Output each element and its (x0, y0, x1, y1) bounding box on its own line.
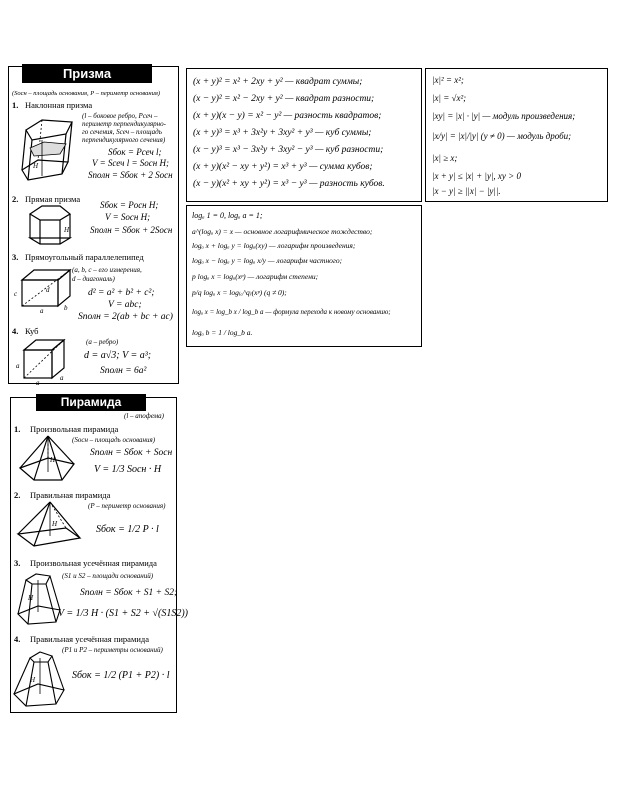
abs-line-2: |x| = √x²; (432, 93, 467, 103)
svg-text:H: H (64, 226, 70, 234)
prism-item-3-formula-1: d² = a² + b² + c²; (88, 288, 155, 298)
pyramid-item-3-number: 3. (14, 558, 21, 568)
svg-text:a: a (40, 307, 44, 315)
prism-item-2-formula-1: Sбок = Pосн H; (100, 200, 159, 210)
prism-item-1-name: Наклонная призма (25, 100, 93, 110)
logarithm-box (186, 205, 422, 347)
prism-item-1-desc-1: (l – боковое ребро, Pсеч – (82, 112, 158, 120)
log-line-1: logₐ 1 = 0, logₐ a = 1; (192, 211, 263, 220)
pyramid-item-3-formula-2: V = 1/3 H · (S1 + S2 + √(S1S2)) (58, 608, 188, 619)
prism-item-2-name: Прямая призма (25, 194, 81, 204)
log-line-3: logₐ x + logₐ y = logₐ(xy) — логарифм произведения; (192, 241, 356, 250)
pyramid-item-4-number: 4. (14, 634, 21, 644)
log-line-4: logₐ x − logₐ y = logₐ x/y — логарифм частного; (192, 256, 343, 265)
prism-note: (Sосн – площадь основания, P – периметр основания) (12, 90, 161, 97)
abs-line-6: |x + y| ≤ |x| + |y|, xy > 0 (432, 171, 521, 181)
pyramid-item-1-number: 1. (14, 424, 21, 434)
prism-item-1-desc-3: го сечения, Sсеч – площадь (82, 128, 162, 136)
svg-text:H: H (50, 456, 56, 464)
log-line-6: p/q logₐ x = log₍ₐ^q₎(xᵖ) (q ≠ 0); (192, 288, 287, 297)
cube-figure (16, 338, 70, 387)
svg-text:b: b (64, 304, 68, 312)
prism-item-2-formula-3: Sполн = Sбок + 2Sосн (90, 225, 173, 235)
svg-text:H: H (33, 162, 39, 170)
pyramid-note: (l – апофема) (124, 412, 164, 420)
frustum-figure (16, 570, 62, 626)
pyramid-title: Пирамида (36, 394, 146, 411)
log-line-5: p logₐ x = logₐ(xᵖ) — логарифм степени; (192, 272, 319, 281)
prism-item-3-number: 3. (12, 252, 19, 262)
algebra-line-1: (x + y)² = x² + 2xy + y² — квадрат суммы; (193, 77, 363, 87)
prism-item-1-formula-1: Sбок = Pсеч l; (108, 147, 162, 157)
pyramid-item-2-formula: Sбок = 1/2 P · l (96, 524, 159, 535)
pyramid-item-1-formula-2: V = 1/3 Sосн · H (94, 464, 162, 475)
regular-pyramid-figure (16, 500, 82, 550)
pyramid-item-3-desc: (S1 и S2 – площади оснований) (62, 572, 154, 580)
oblique-prism-figure (20, 112, 80, 187)
abs-line-1: |x|² = x²; (432, 75, 464, 85)
pyramid-item-2-number: 2. (14, 490, 21, 500)
pyramid-item-1-name: Произвольная пирамида (30, 424, 119, 434)
pyramid-item-4-formula: Sбок = 1/2 (P1 + P2) · l (72, 670, 170, 681)
prism-item-3-name: Прямоугольный параллелепипед (25, 252, 144, 262)
abs-line-5: |x| ≥ x; (432, 153, 458, 163)
algebra-identities-box (186, 68, 422, 202)
prism-item-3-desc-2: d – диагональ) (72, 275, 115, 283)
prism-item-4-number: 4. (12, 326, 19, 336)
absolute-value-box (425, 68, 608, 202)
prism-item-3-formula-2: V = abc; (108, 300, 142, 310)
svg-text:a: a (60, 374, 64, 382)
algebra-line-4: (x + y)³ = x³ + 3x²y + 3xy² + y³ — куб суммы; (193, 128, 372, 138)
algebra-line-5: (x − y)³ = x³ − 3x²y + 3xy² − y³ — куб разности; (193, 145, 384, 155)
prism-item-4-formula-2: Sполн = 6a² (100, 366, 147, 376)
log-line-7: logₐ x = log_b x / log_b a — формула перехода к новому основанию; (192, 308, 391, 316)
prism-item-3-formula-3: Sполн = 2(ab + bc + ac) (78, 312, 173, 322)
pyramid-item-2-name: Правильная пирамида (30, 490, 111, 500)
pyramid-item-4-desc: (P1 и P2 – периметры оснований) (62, 646, 163, 654)
pyramid-item-1-formula-1: Sполн = Sбок + Sосн (90, 448, 173, 458)
prism-item-4-desc: (a – ребро) (86, 338, 119, 346)
algebra-line-3: (x + y)(x − y) = x² − y² — разность квадратов; (193, 111, 382, 121)
svg-text:a: a (36, 379, 40, 387)
prism-item-3-desc-1: (a, b, c – его измерения, (72, 266, 142, 274)
prism-item-1-formula-2: V = Sсеч l = Sосн H; (92, 158, 169, 168)
log-line-8: logₐ b = 1 / log_b a. (192, 328, 253, 337)
algebra-line-7: (x − y)(x² + xy + y²) = x³ − y³ — разность кубов. (193, 179, 385, 189)
prism-item-2-number: 2. (12, 194, 19, 204)
svg-text:H: H (30, 676, 36, 684)
pyramid-item-2-desc: (P – периметр основания) (88, 502, 166, 510)
algebra-line-2: (x − y)² = x² − 2xy + y² — квадрат разности; (193, 94, 375, 104)
algebra-line-6: (x + y)(x² − xy + y²) = x³ + y³ — сумма кубов; (193, 162, 373, 172)
abs-line-4: |x/y| = |x|/|y| (y ≠ 0) — модуль дроби; (432, 131, 572, 141)
pyramid-item-1-desc: (Sосн – площадь основания) (72, 436, 156, 444)
svg-text:d: d (46, 286, 50, 294)
prism-item-2-formula-2: V = Sосн H; (105, 212, 151, 222)
prism-item-1-formula-3: Sполн = Sбок + 2 Sосн (88, 170, 173, 180)
pyramid-item-3-name: Произвольная усечённая пирамида (30, 558, 157, 568)
right-prism-figure (26, 202, 76, 247)
svg-text:H: H (52, 520, 58, 528)
abs-line-3: |xy| = |x| · |y| — модуль произведения; (432, 111, 576, 121)
log-line-2: a^(logₐ x) = x — основное логарифмическое тождество; (192, 227, 373, 236)
abs-line-7: |x − y| ≥ ||x| − |y||. (432, 186, 501, 196)
prism-item-4-name: Куб (25, 326, 39, 336)
prism-item-1-number: 1. (12, 100, 19, 110)
regular-frustum-figure (12, 650, 66, 708)
svg-text:a: a (16, 362, 20, 370)
svg-text:c: c (14, 290, 18, 298)
pyramid-item-4-name: Правильная усечённая пирамида (30, 634, 149, 644)
pyramid-item-3-formula-1: Sполн = Sбок + S1 + S2; (80, 588, 178, 598)
prism-item-1-desc-2: периметр перпендикулярно- (82, 120, 166, 128)
arbitrary-pyramid-figure (18, 434, 78, 484)
prism-title: Призма (22, 64, 152, 83)
prism-item-4-formula-1: d = a√3; V = a³; (84, 350, 152, 361)
prism-item-1-desc-4: перпендикулярного сечения) (82, 136, 166, 144)
parallelepiped-figure (14, 266, 72, 315)
svg-text:H: H (28, 594, 34, 602)
